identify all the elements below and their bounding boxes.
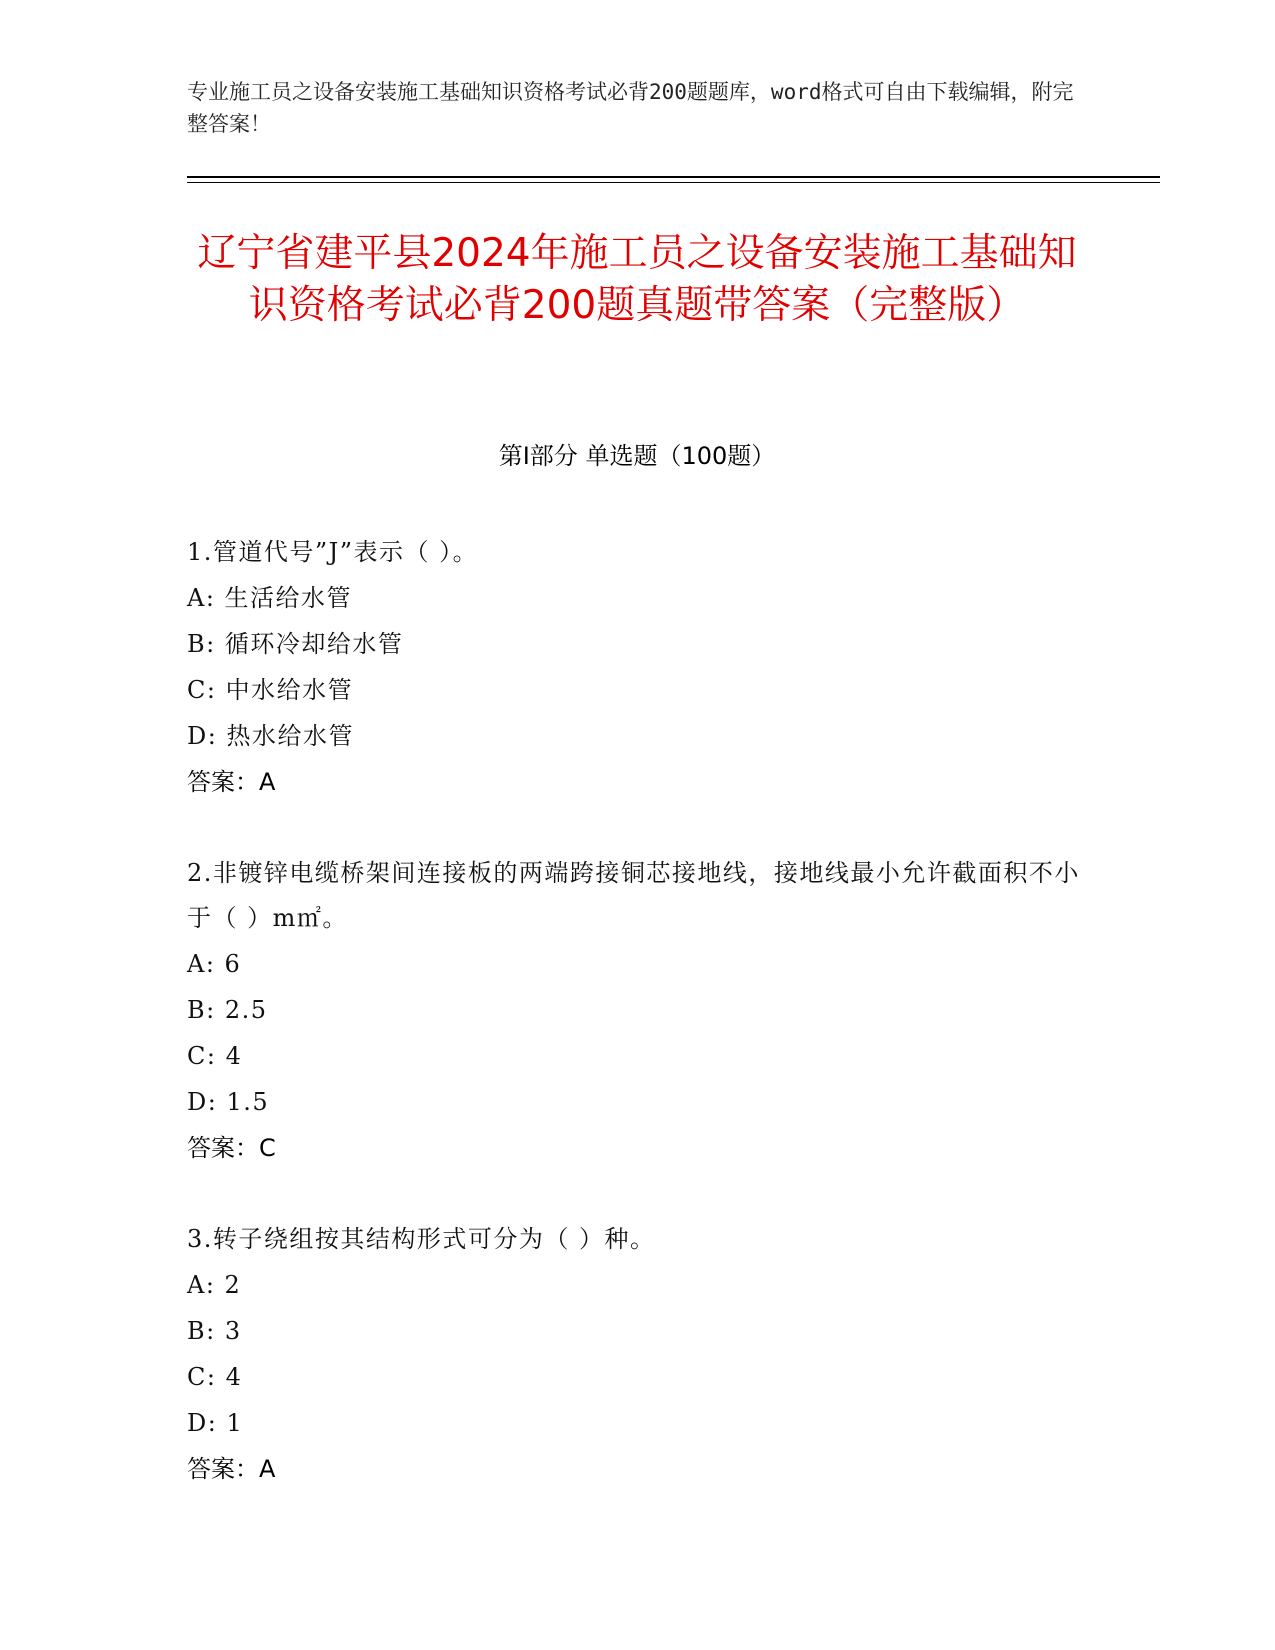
answer: 答案：A	[187, 1455, 276, 1483]
question-2	[187, 851, 1087, 1171]
header-note: 专业施工员之设备安装施工基础知识资格考试必背200题题库，word格式可自由下载编辑，附完整答案！	[187, 80, 1074, 136]
option-a: A: 6	[187, 950, 242, 978]
question-list	[187, 530, 1087, 1538]
option-c: C: 4	[187, 1363, 243, 1391]
option-a: A: 2	[187, 1271, 242, 1299]
option-b: B: 3	[187, 1317, 242, 1345]
document-title: 辽宁省建平县2024年施工员之设备安装施工基础知识资格考试必背200题真题带答案（完整版）	[197, 231, 1077, 328]
option-d: D: 热水给水管	[187, 722, 354, 750]
question-stem: 3.转子绕组按其结构形式可分为（ ）种。	[187, 1225, 656, 1253]
option-c: C: 4	[187, 1042, 243, 1070]
option-a: A: 生活给水管	[187, 584, 353, 612]
question-3	[187, 1217, 1087, 1492]
option-b: B: 循环冷却给水管	[187, 630, 404, 658]
option-c: C: 中水给水管	[187, 676, 354, 704]
option-d: D: 1.5	[187, 1088, 270, 1116]
question-1	[187, 530, 1087, 805]
answer: 答案：A	[187, 768, 276, 796]
header-rule-thick	[187, 176, 1160, 178]
question-stem: 1.管道代号”J”表示（ ）。	[187, 538, 479, 566]
section-heading: 第I部分 单选题（100题）	[498, 442, 776, 470]
header-rule-thin	[187, 182, 1160, 183]
option-b: B: 2.5	[187, 996, 268, 1024]
answer: 答案：C	[187, 1134, 276, 1162]
option-d: D: 1	[187, 1409, 244, 1437]
question-stem: 2.非镀锌电缆桥架间连接板的两端跨接铜芯接地线，接地线最小允许截面积不小于（ ）m㎡。	[187, 859, 1080, 932]
